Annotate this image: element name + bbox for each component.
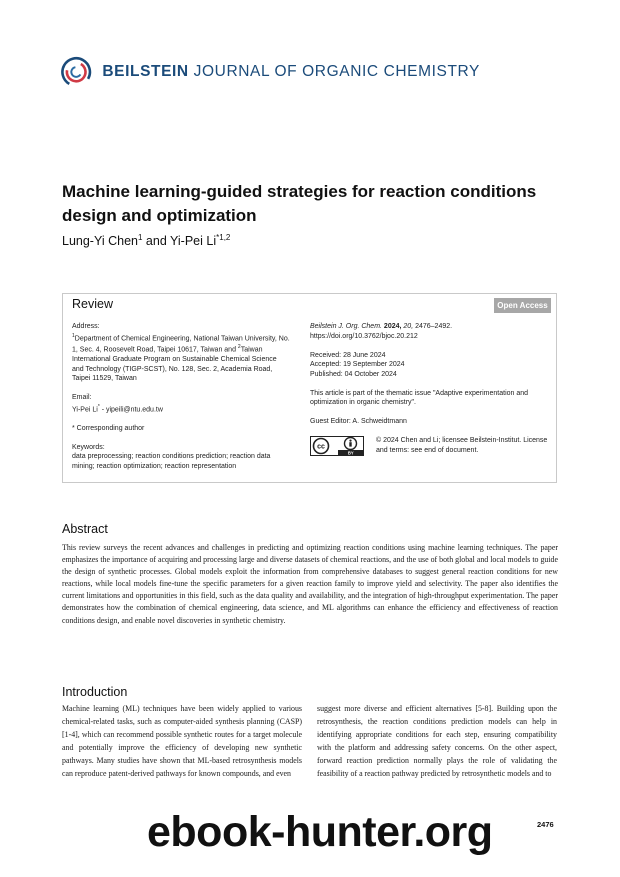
keywords-label: Keywords: [72, 443, 105, 451]
abstract-heading: Abstract [62, 522, 108, 536]
article-type: Review [72, 297, 113, 311]
introduction-column-1: Machine learning (ML) techniques have been widely applied to various chemical-related tasks, such as computer-aided synthesis planning (CASP) [1-4], which can recommend possible synthetic routes for a target molecule and potentially improve the efficiency of developing new synthetic pathways. Many studies have shown that ML-based retrosynthesis models can reproduce patent-derived pathways for known compounds, and even [62, 704, 302, 778]
address-text: $^1$Department of Chemical Engineering, National Taiwan University, No. 1, Sec. 4, Roosevelt Road, Taipei 10617, Taiwan and $^2$Taiwan International Graduate Program on Sustainable Chemical Science and Technology (TIGP-SCST), No. 128, Sec. 2, Academia Road, Taipei 11529, Taiwan [72, 332, 290, 383]
license-row [310, 436, 550, 456]
journal-name: BEILSTEIN JOURNAL OF ORGANIC CHEMISTRY [102, 63, 480, 80]
keywords-text: data preprocessing; reaction conditions prediction; reaction data mining; reaction optimization; reaction representation [72, 453, 271, 470]
author-name: Lung-Yi Chen [62, 234, 138, 249]
svg-text:BY: BY [347, 450, 354, 456]
abstract-text: This review surveys the recent advances and challenges in predicting and optimizing reaction conditions using machine learning techniques. The paper emphasizes the importance of acquiring and processing large and diverse datasets of chemical reactions, and the use of both global and local models to guide the design of synthetic processes. Global models exploit the information from comprehensive databases to suggest general reaction conditions for new reactions, while local models fine-tune the specific parameters for a given reaction family to improve yield and selectivity. The paper also identifies the current limitations and opportunities in this field, such as the data quality and availability, and the integration of high-throughput experimentation. The paper demonstrates how the combination of chemical engineering, data science, and ML algorithms can enhance the efficiency and effectiveness of reaction conditions design, and enable novel discoveries in synthetic chemistry. [62, 543, 558, 625]
doi-link[interactable]: https://doi.org/10.3762/bjoc.20.212 [310, 332, 418, 340]
email-label: Email: [72, 394, 92, 402]
article-info-left [72, 322, 290, 471]
guest-editor: Guest Editor: A. Schweidtmann [310, 418, 407, 425]
citation: Beilstein J. Org. Chem. 2024, 20, 2476–2492. [310, 323, 453, 330]
open-access-badge: Open Access [494, 298, 551, 313]
email-link[interactable]: - yipeili@ntu.edu.tw [99, 405, 163, 413]
introduction-heading: Introduction [62, 685, 128, 699]
received-date: Received: 28 June 2024 [310, 351, 386, 359]
accepted-date: Accepted: 19 September 2024 [310, 361, 405, 368]
corresponding-note: * Corresponding author [72, 424, 145, 432]
author-name: Yi-Pei Li [170, 234, 217, 249]
page-number: 2476 [537, 820, 554, 829]
beilstein-logo-icon [60, 52, 92, 92]
introduction-column-2: suggest more diverse and efficient alternatives [5-8]. Building upon the retrosynthesis, the reaction conditions prediction models can help in identifying appropriate conditions for each step, ensuring compatibility with the platform and addressing safety concerns. On the other aspect, forward reaction prediction normally plays the role of validating the feasibility of a reaction pathway predicted by retrosynthetic models and to [317, 704, 557, 778]
author-list: Lung-Yi Chen$^1$ and Yi-Pei Li$^{*1,2}$ [62, 233, 231, 249]
license-text: © 2024 Chen and Li; licensee Beilstein-Institut. License and terms: see end of document. [376, 437, 548, 454]
svg-text:cc: cc [317, 443, 325, 451]
watermark-text: ebook-hunter.org [147, 808, 493, 856]
cc-by-icon[interactable] [310, 436, 364, 456]
thematic-issue: This article is part of the thematic issue "Adaptive experimentation and optimization in organic chemistry". [310, 389, 529, 406]
address-label: Address: [72, 323, 100, 330]
article-title: Machine learning-guided strategies for reaction conditions design and optimization [62, 182, 537, 225]
email-line: Yi-Pei Li* - yipeili@ntu.edu.tw [72, 403, 163, 413]
article-info-right [310, 322, 550, 456]
journal-logo [60, 50, 480, 94]
published-date: Published: 04 October 2024 [310, 370, 397, 378]
